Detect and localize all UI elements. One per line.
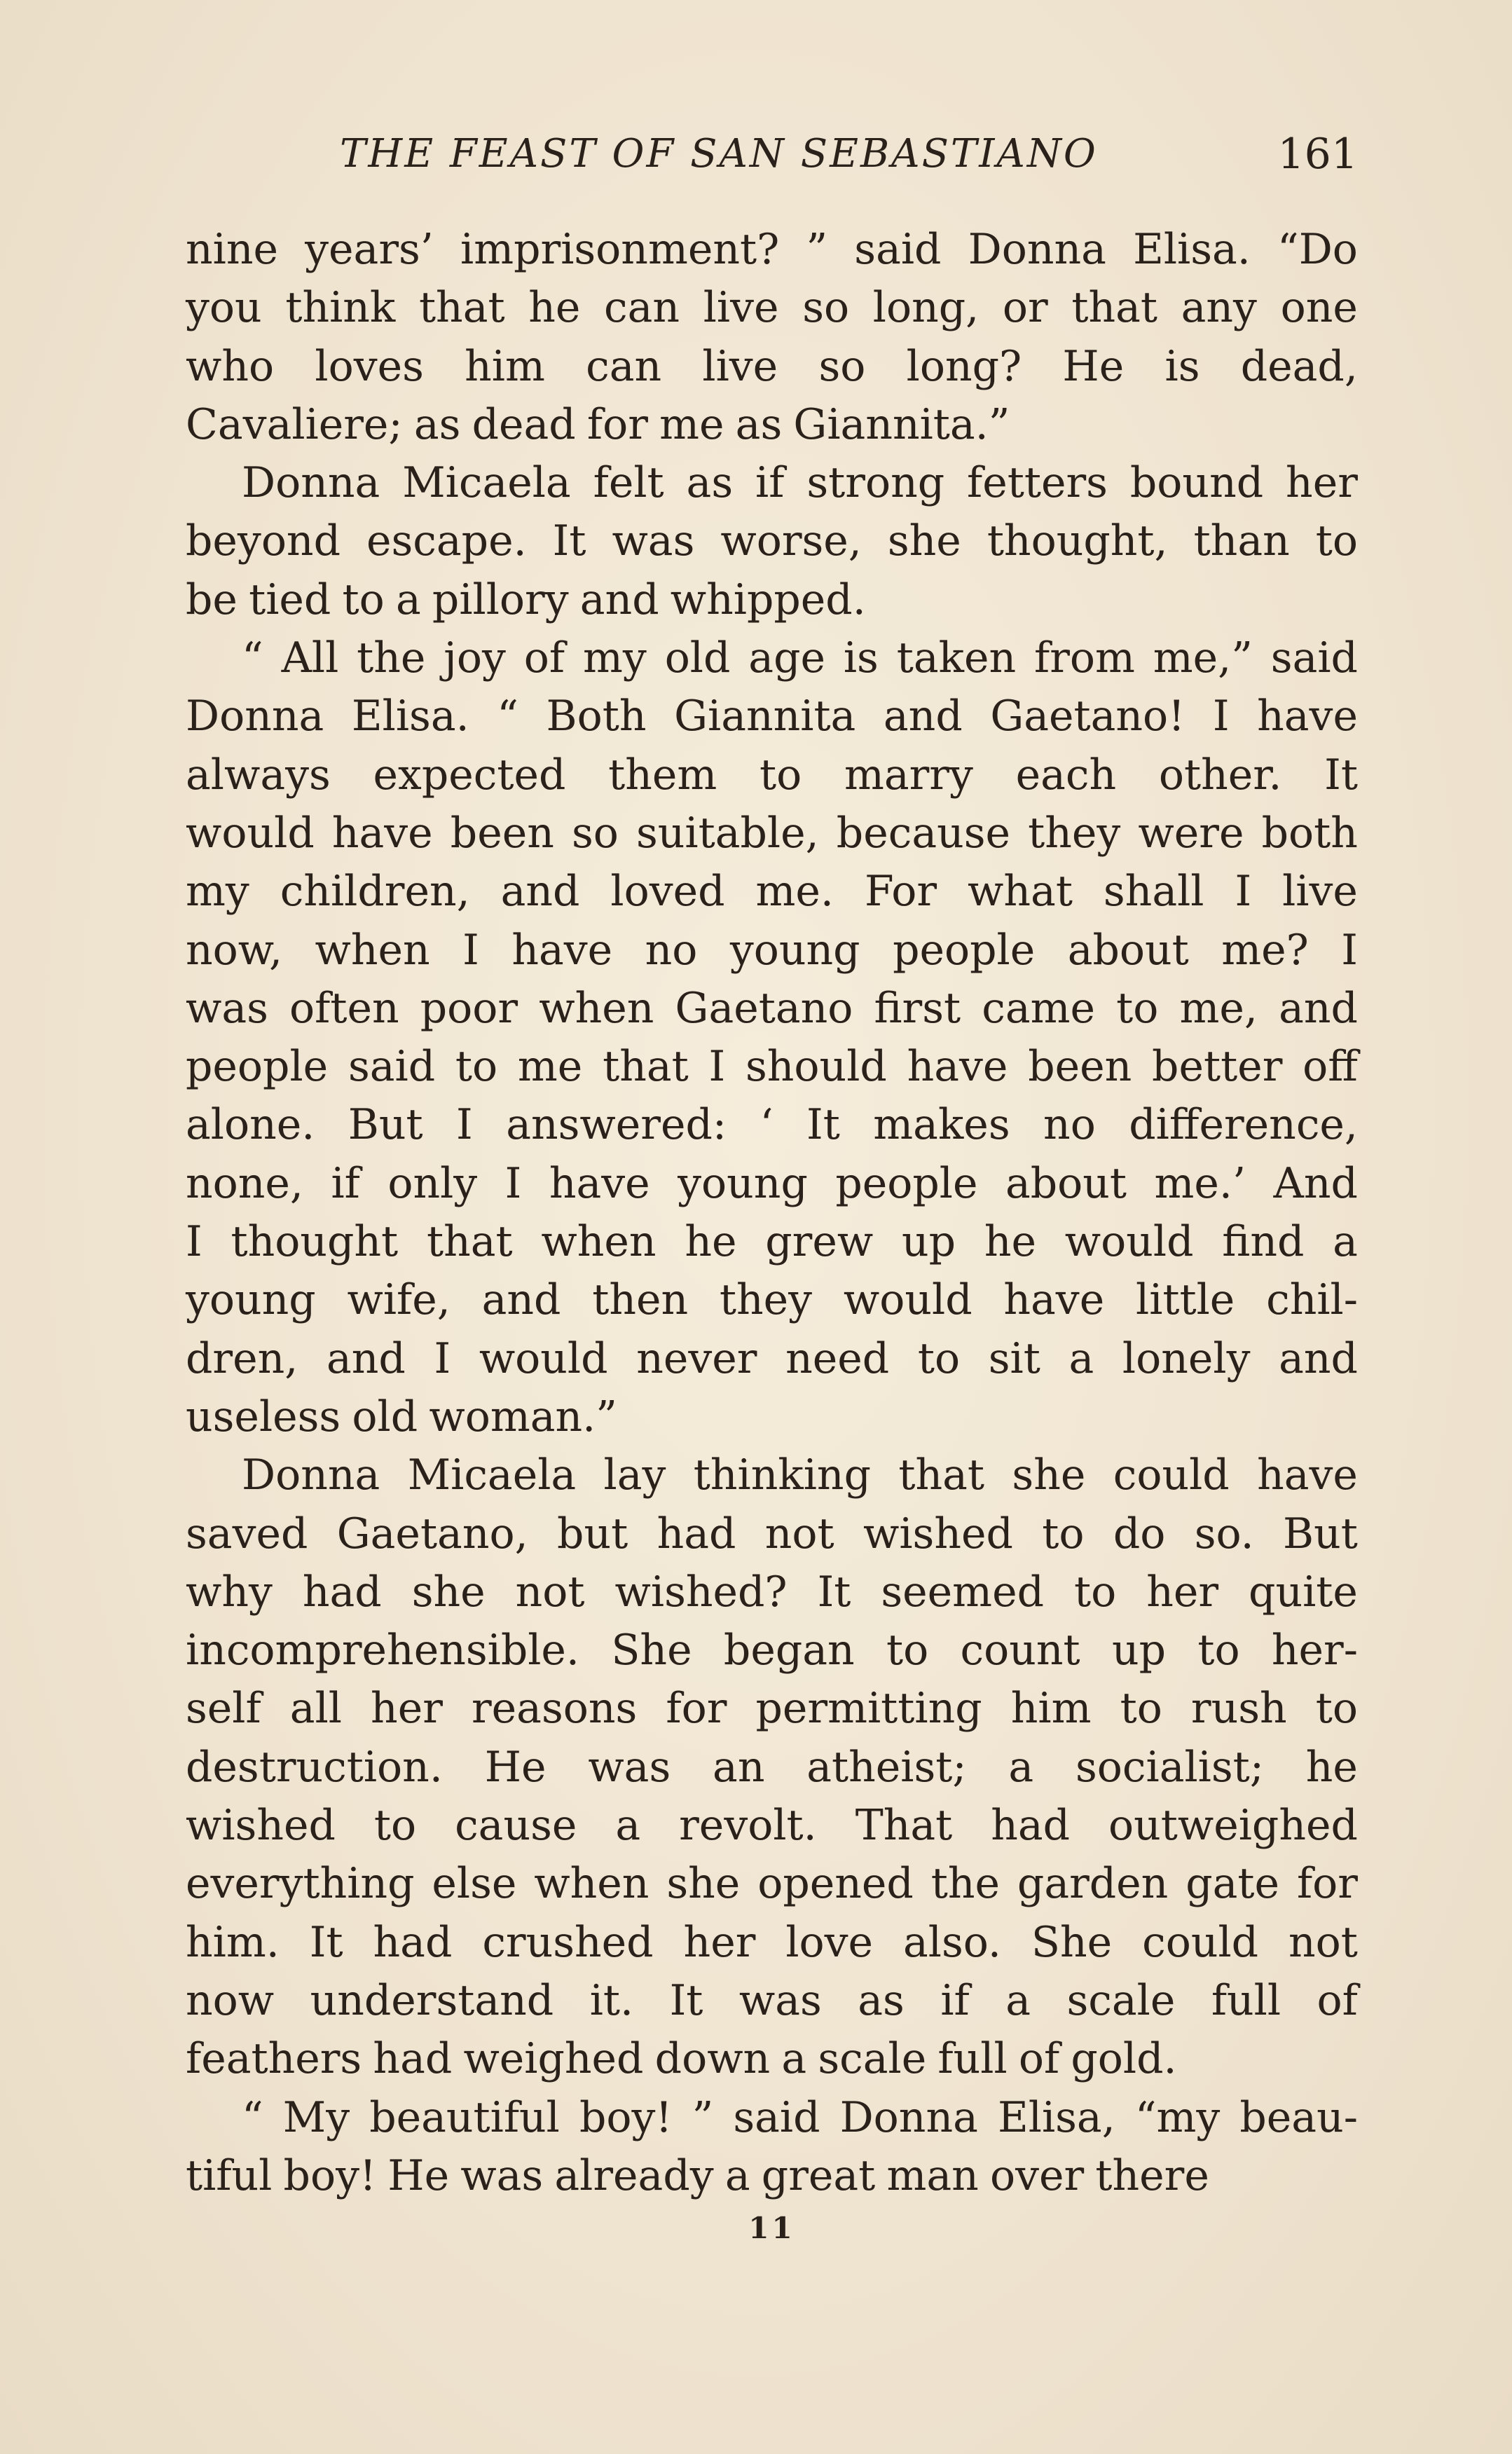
text-line: always expected them to marry each other. It: [186, 750, 1358, 800]
text-line: him. It had crushed her love also. She could not: [186, 1917, 1358, 1967]
text-line: my children, and loved me. For what shall I live: [186, 867, 1358, 917]
text-line: feathers had weighed down a scale full of gold.: [186, 2034, 1177, 2084]
text-line: now understand it. It was as if a scale full of: [186, 1975, 1358, 2025]
text-line: why had she not wished? It seemed to her quite: [186, 1567, 1358, 1617]
signature-mark: 11: [748, 2211, 795, 2245]
paragraph: [186, 221, 1358, 454]
text-line: be tied to a pillory and whipped.: [186, 575, 866, 624]
text-line: self all her reasons for permitting him to rush to: [186, 1684, 1358, 1734]
text-line: would have been so suitable, because they were both: [186, 808, 1358, 858]
text-line: young wife, and then they would have little chil-: [186, 1275, 1358, 1325]
text-line: saved Gaetano, but had not wished to do so. But: [186, 1509, 1358, 1558]
text-line: who loves him can live so long? He is dead,: [186, 341, 1358, 391]
text-line: tiful boy! He was already a great man over there: [186, 2151, 1209, 2200]
running-header: [186, 123, 1358, 186]
text-line: people said to me that I should have been better off: [186, 1042, 1358, 1092]
text-line: beyond escape. It was worse, she thought, than to: [186, 516, 1358, 566]
paragraph: [186, 454, 1358, 629]
text-line: “ My beautiful boy! ” said Donna Elisa, “my beau-: [242, 2092, 1358, 2142]
body-text: [186, 221, 1358, 2205]
text-line: you think that he can live so long, or that any one: [186, 283, 1358, 333]
text-line: I thought that when he grew up he would find a: [186, 1217, 1358, 1267]
text-line: useless old woman.”: [186, 1392, 617, 1441]
text-line: none, if only I have young people about me.’ And: [186, 1158, 1358, 1208]
text-line: alone. But I answered: ‘ It makes no difference,: [186, 1100, 1358, 1150]
running-title: THE FEAST OF SAN SEBASTIANO: [340, 131, 1098, 177]
text-line: nine years’ imprisonment? ” said Donna Elisa. “Do: [186, 225, 1358, 274]
text-line: “ All the joy of my old age is taken from me,” said: [242, 633, 1358, 683]
page-number: 161: [1277, 130, 1358, 179]
text-line: wished to cause a revolt. That had outweighed: [186, 1801, 1358, 1851]
text-line: destruction. He was an atheist; a socialist; he: [186, 1742, 1358, 1792]
text-line: dren, and I would never need to sit a lonely and: [186, 1334, 1358, 1383]
text-line: was often poor when Gaetano first came to me, and: [186, 983, 1358, 1033]
text-line: Donna Micaela felt as if strong fetters bound her: [242, 458, 1358, 508]
paragraph: [186, 629, 1358, 1446]
text-line: Donna Elisa. “ Both Giannita and Gaetano! I have: [186, 692, 1358, 741]
text-line: everything else when she opened the garden gate for: [186, 1859, 1358, 1909]
text-line: Donna Micaela lay thinking that she could have: [242, 1451, 1358, 1500]
paragraph: [186, 2089, 1358, 2206]
paragraph: [186, 1446, 1358, 2088]
text-line: incomprehensible. She began to count up to her-: [186, 1626, 1358, 1675]
text-line: now, when I have no young people about me? I: [186, 925, 1358, 975]
text-line: Cavaliere; as dead for me as Giannita.”: [186, 399, 1010, 449]
